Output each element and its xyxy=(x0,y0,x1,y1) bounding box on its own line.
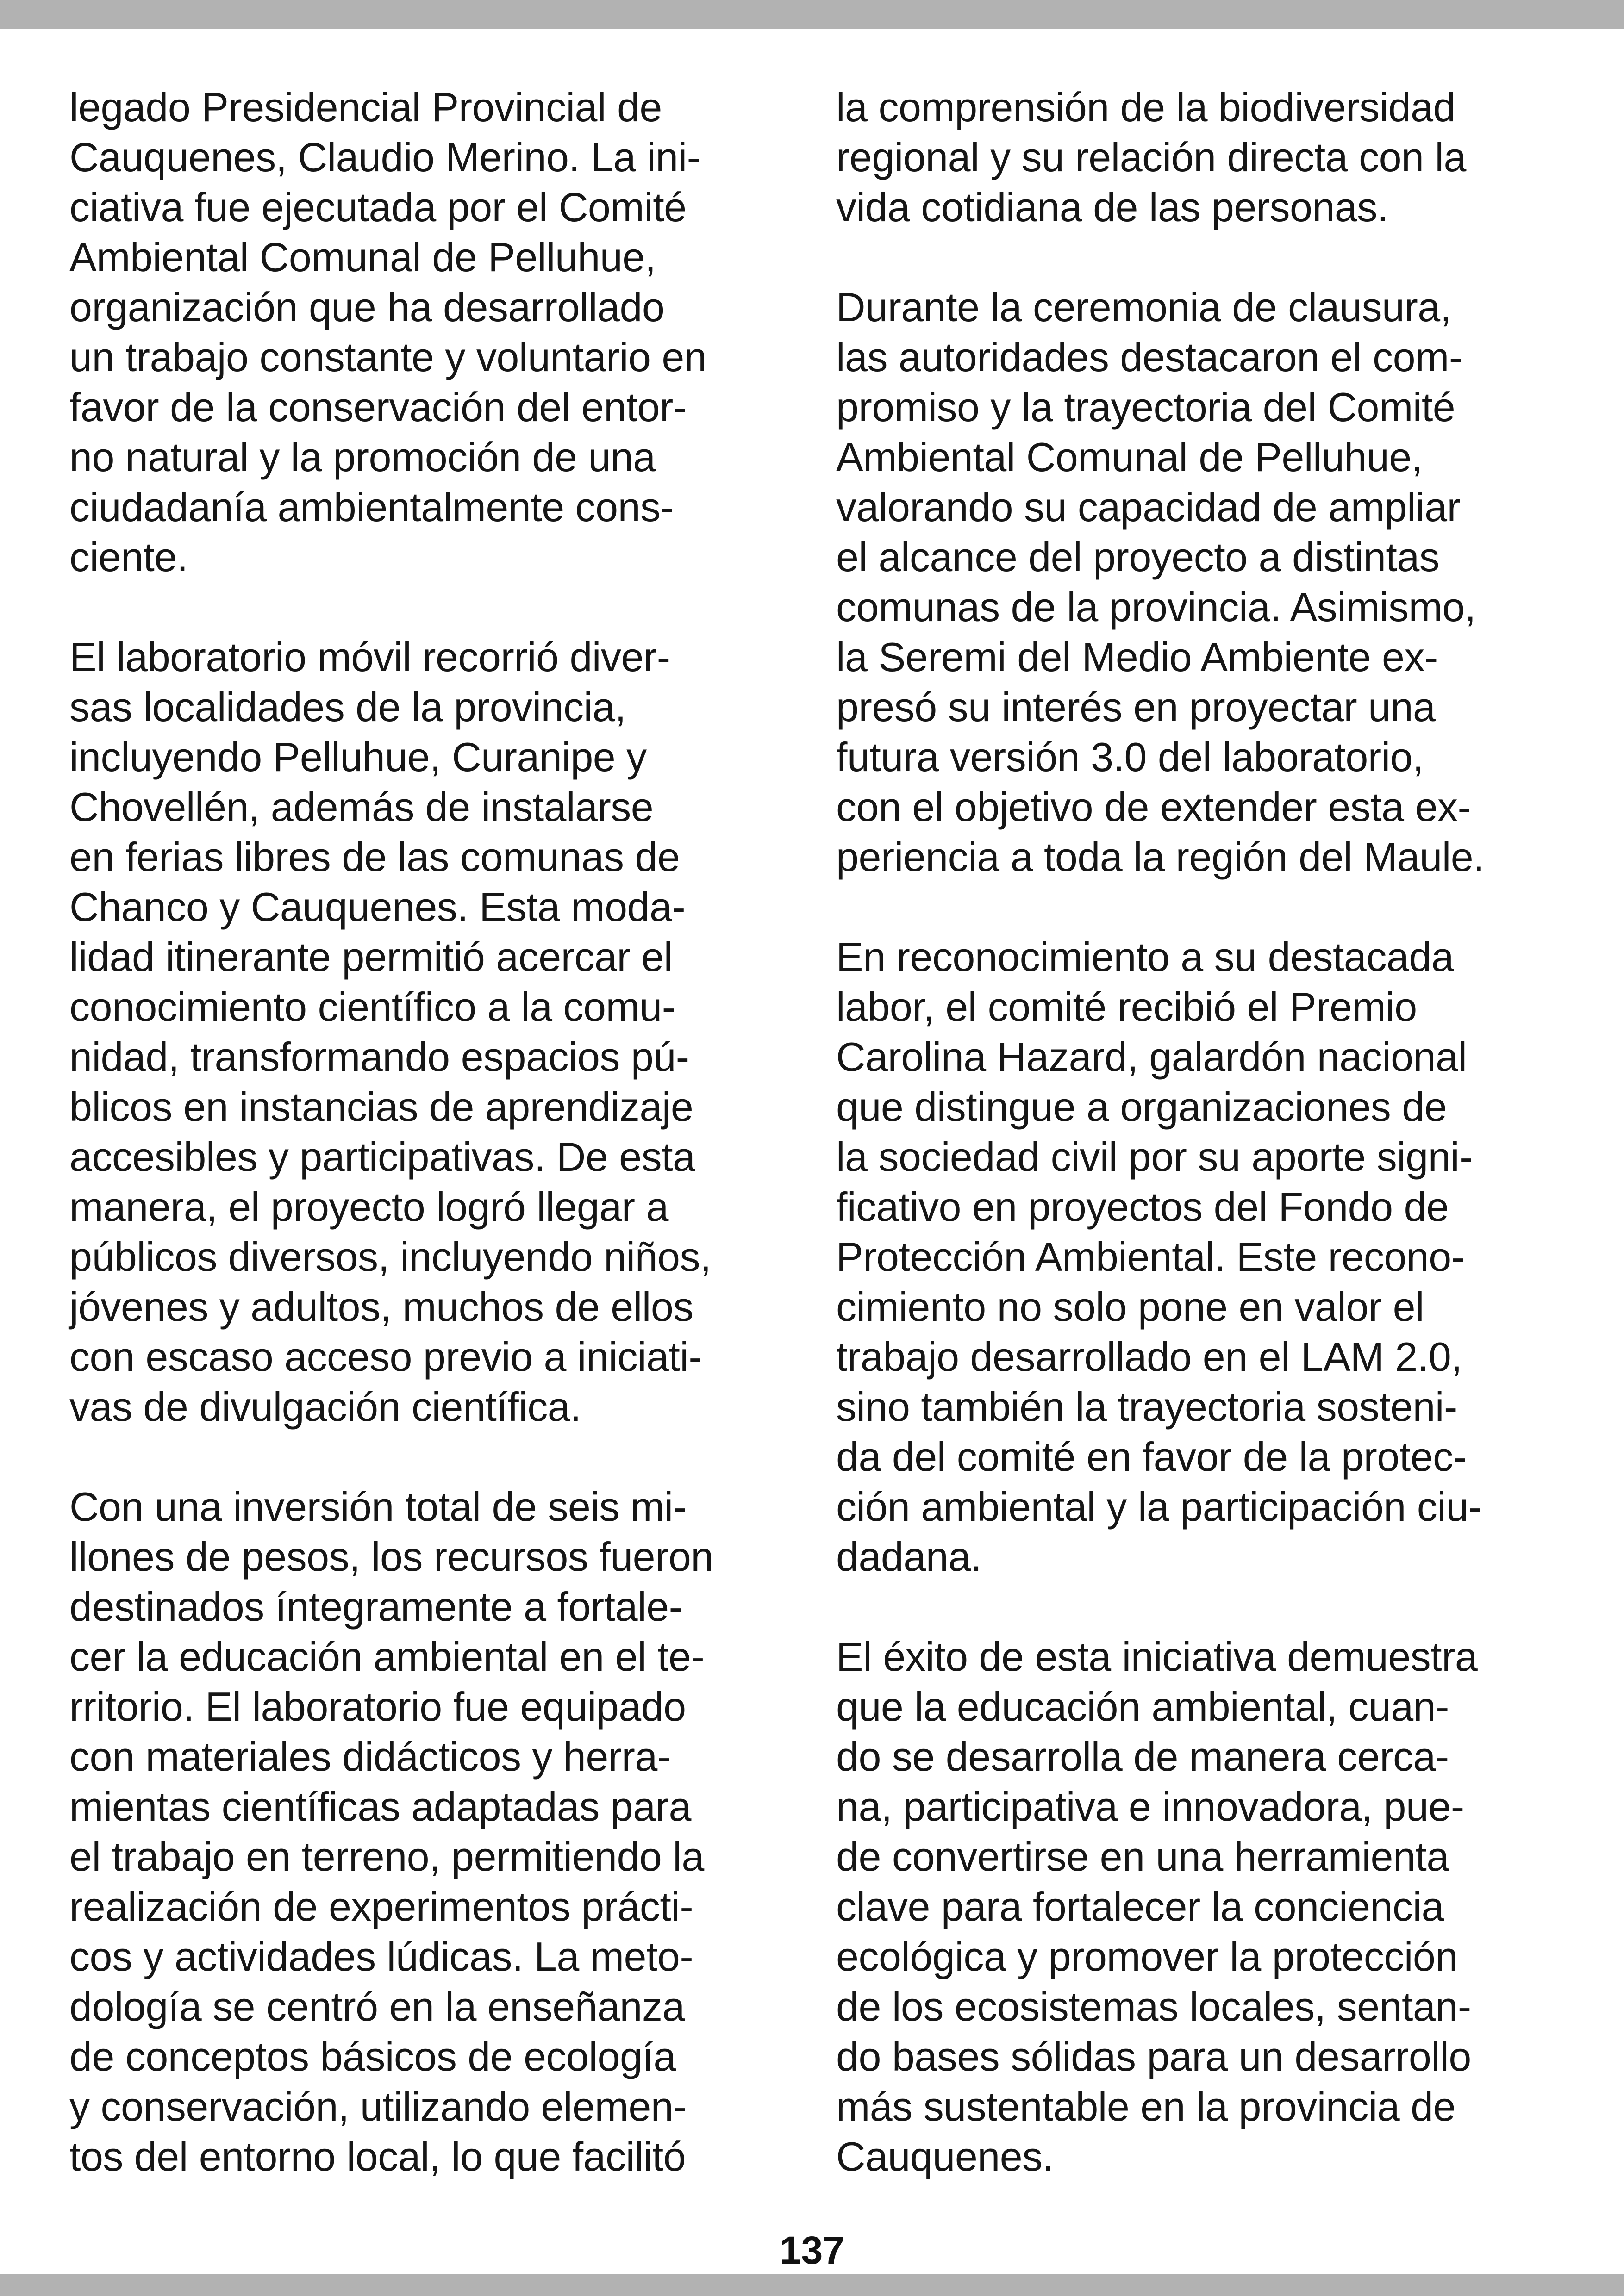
text-line: sino también la trayectoria sosteni- xyxy=(836,1384,1457,1430)
text-line: Ambiental Comunal de Pelluhue, xyxy=(69,234,656,280)
text-line: ciudadanía ambientalmente cons- xyxy=(69,484,674,530)
text-line: vas de divulgación científica. xyxy=(69,1384,581,1430)
text-line: favor de la conservación del entor- xyxy=(69,384,687,430)
text-line: destinados íntegramente a fortale- xyxy=(69,1584,682,1630)
text-line: Chanco y Cauquenes. Esta moda- xyxy=(69,884,686,930)
paragraph xyxy=(836,82,1558,232)
paragraph xyxy=(836,282,1558,882)
text-line: la sociedad civil por su aporte signi- xyxy=(836,1134,1473,1180)
text-line: de los ecosistemas locales, sentan- xyxy=(836,1984,1471,2029)
text-line: futura versión 3.0 del laboratorio, xyxy=(836,734,1424,780)
text-line: la Seremi del Medio Ambiente ex- xyxy=(836,634,1438,680)
text-line: cer la educación ambiental en el te- xyxy=(69,1634,705,1680)
text-line: el trabajo en terreno, permitiendo la xyxy=(69,1834,704,1879)
text-line: más sustentable en la provincia de xyxy=(836,2084,1456,2129)
paragraph-gap xyxy=(836,232,1558,282)
text-line: Protección Ambiental. Este recono- xyxy=(836,1234,1465,1280)
text-line: dadana. xyxy=(836,1534,982,1580)
text-line: Cauquenes. xyxy=(836,2134,1054,2179)
text-line: legado Presidencial Provincial de xyxy=(69,84,662,130)
right-column xyxy=(836,82,1558,2182)
text-line: valorando su capacidad de ampliar xyxy=(836,484,1461,530)
text-line: tos del entorno local, lo que facilitó xyxy=(69,2134,686,2179)
text-line: jóvenes y adultos, muchos de ellos xyxy=(69,1284,693,1330)
text-line: con materiales didácticos y herra- xyxy=(69,1734,671,1780)
text-line: El laboratorio móvil recorrió diver- xyxy=(69,634,670,680)
text-line: trabajo desarrollado en el LAM 2.0, xyxy=(836,1334,1462,1380)
text-line: Carolina Hazard, galardón nacional xyxy=(836,1034,1467,1080)
text-line: ción ambiental y la participación ciu- xyxy=(836,1484,1482,1530)
text-line: do bases sólidas para un desarrollo xyxy=(836,2034,1471,2079)
text-line: vida cotidiana de las personas. xyxy=(836,184,1388,230)
text-line: accesibles y participativas. De esta xyxy=(69,1134,695,1180)
paragraph xyxy=(836,1632,1558,2182)
text-line: con el objetivo de extender esta ex- xyxy=(836,784,1471,830)
text-line: la comprensión de la biodiversidad xyxy=(836,84,1456,130)
paragraph-gap xyxy=(836,882,1558,932)
paragraph-gap xyxy=(69,582,792,632)
bottom-border-bar xyxy=(0,2274,1624,2296)
text-line: periencia a toda la región del Maule. xyxy=(836,834,1485,880)
text-line: llones de pesos, los recursos fueron xyxy=(69,1534,713,1580)
paragraph-gap xyxy=(69,1432,792,1482)
text-line: El éxito de esta iniciativa demuestra xyxy=(836,1634,1478,1680)
text-line: Con una inversión total de seis mi- xyxy=(69,1484,687,1530)
text-line: da del comité en favor de la protec- xyxy=(836,1434,1467,1480)
left-column xyxy=(69,82,792,2182)
text-line: públicos diversos, incluyendo niños, xyxy=(69,1234,711,1280)
text-line: de convertirse en una herramienta xyxy=(836,1834,1449,1879)
text-line: blicos en instancias de aprendizaje xyxy=(69,1084,693,1130)
text-line: que distingue a organizaciones de xyxy=(836,1084,1447,1130)
text-line: que la educación ambiental, cuan- xyxy=(836,1684,1449,1730)
top-border-bar xyxy=(0,0,1624,29)
text-line: na, participativa e innovadora, pue- xyxy=(836,1784,1464,1829)
paragraph xyxy=(69,632,792,1432)
text-line: realización de experimentos prácti- xyxy=(69,1884,693,1929)
page-number: 137 xyxy=(779,2228,845,2272)
text-line: sas localidades de la provincia, xyxy=(69,684,626,730)
text-line: Cauquenes, Claudio Merino. La ini- xyxy=(69,134,700,180)
text-line: en ferias libres de las comunas de xyxy=(69,834,680,880)
text-line: las autoridades destacaron el com- xyxy=(836,334,1462,380)
text-line: Chovellén, además de instalarse xyxy=(69,784,654,830)
text-line: Durante la ceremonia de clausura, xyxy=(836,284,1451,330)
text-line: ciente. xyxy=(69,534,188,580)
paragraph xyxy=(836,932,1558,1582)
text-line: de conceptos básicos de ecología xyxy=(69,2034,676,2079)
text-line: ficativo en proyectos del Fondo de xyxy=(836,1184,1449,1230)
text-line: no natural y la promoción de una xyxy=(69,434,656,480)
text-line: organización que ha desarrollado xyxy=(69,284,665,330)
text-line: rritorio. El laboratorio fue equipado xyxy=(69,1684,686,1730)
text-line: dología se centró en la enseñanza xyxy=(69,1984,685,2029)
text-line: lidad itinerante permitió acercar el xyxy=(69,934,673,980)
text-line: y conservación, utilizando elemen- xyxy=(69,2084,687,2129)
text-line: do se desarrolla de manera cerca- xyxy=(836,1734,1449,1780)
text-line: nidad, transformando espacios pú- xyxy=(69,1034,689,1080)
text-line: En reconocimiento a su destacada xyxy=(836,934,1454,980)
text-line: el alcance del proyecto a distintas xyxy=(836,534,1440,580)
text-line: clave para fortalecer la conciencia xyxy=(836,1884,1444,1929)
text-line: promiso y la trayectoria del Comité xyxy=(836,384,1455,430)
text-line: Ambiental Comunal de Pelluhue, xyxy=(836,434,1423,480)
text-line: ecológica y promover la protección xyxy=(836,1934,1458,1979)
text-line: cos y actividades lúdicas. La meto- xyxy=(69,1934,693,1979)
paragraph xyxy=(69,1482,792,2182)
text-line: un trabajo constante y voluntario en xyxy=(69,334,707,380)
text-line: comunas de la provincia. Asimismo, xyxy=(836,584,1476,630)
text-line: cimiento no solo pone en valor el xyxy=(836,1284,1424,1330)
text-line: con escaso acceso previo a iniciati- xyxy=(69,1334,702,1380)
text-line: incluyendo Pelluhue, Curanipe y xyxy=(69,734,647,780)
text-line: manera, el proyecto logró llegar a xyxy=(69,1184,668,1230)
text-line: ciativa fue ejecutada por el Comité xyxy=(69,184,687,230)
text-line: presó su interés en proyectar una xyxy=(836,684,1436,730)
text-line: regional y su relación directa con la xyxy=(836,134,1466,180)
paragraph-gap xyxy=(836,1582,1558,1632)
text-line: labor, el comité recibió el Premio xyxy=(836,984,1417,1030)
text-line: conocimiento científico a la comu- xyxy=(69,984,675,1030)
paragraph xyxy=(69,82,792,582)
text-line: mientas científicas adaptadas para xyxy=(69,1784,691,1829)
